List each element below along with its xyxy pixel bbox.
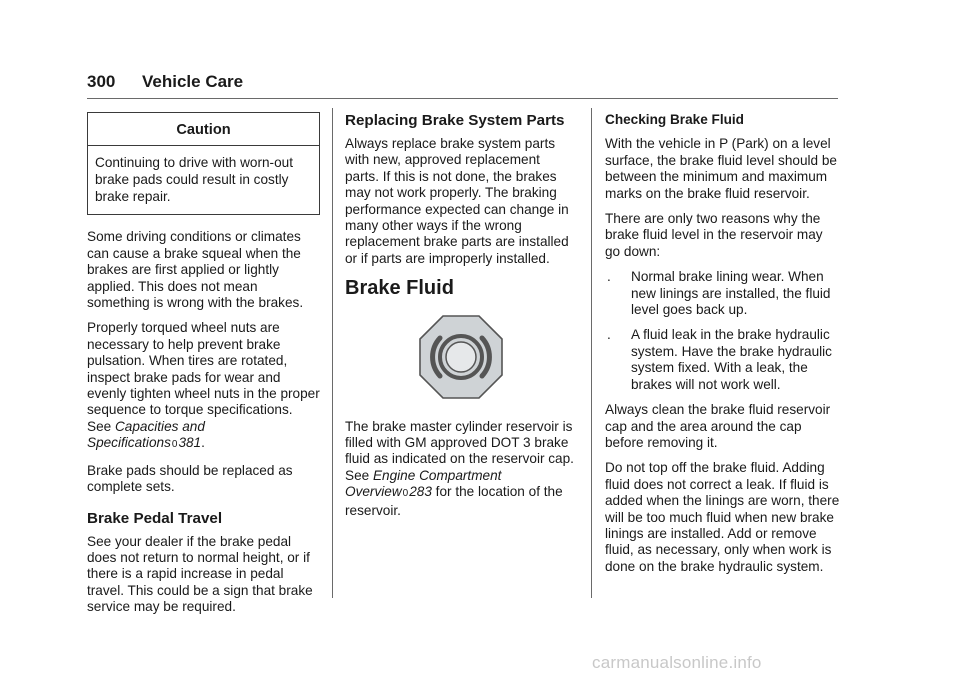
paragraph-clean-cap: Always clean the brake fluid reservoir cap and the area around the cap before removing it.	[605, 402, 831, 450]
caution-body: Continuing to drive with worn-out brake pads could result in costly brake repair.	[95, 155, 293, 205]
paragraph-pedal-travel: See your dealer if the brake pedal does not return to normal height, or if there is a rapid increase in pedal travel. This could be a sign that brake service may be required.	[87, 533, 313, 615]
column-divider-2	[591, 108, 592, 598]
brake-fluid-symbol	[345, 314, 577, 404]
bullet-text: A fluid leak in the brake hydraulic system. Have the brake hydraulic system fixed. With a leak, the brakes will not work well.	[631, 327, 832, 392]
header-rule	[87, 98, 838, 99]
brake-fluid-icon	[418, 314, 504, 400]
paragraph-two-reasons: There are only two reasons why the brake fluid level in the reservoir may go down:	[605, 211, 823, 259]
paragraph-master-cylinder	[345, 419, 577, 519]
column-2	[345, 112, 577, 528]
subheading-checking-fluid: Checking Brake Fluid	[605, 112, 744, 127]
paragraph-text: The brake master cylinder reservoir is filled with GM approved DOT 3 brake fluid as indicated on the reservoir cap. See	[345, 418, 574, 483]
paragraph-text: Properly torqued wheel nuts are necessary to help prevent brake pulsation. When tires are rotated, inspect brake pads for wear and evenly tighten wheel nuts in the proper sequence to torque specifications. See	[87, 320, 320, 434]
page-ref-number[interactable]: 283	[409, 484, 432, 500]
heading-brake-pedal-travel: Brake Pedal Travel	[87, 509, 223, 527]
paragraph-end: .	[201, 435, 205, 451]
heading-brake-fluid: Brake Fluid	[345, 277, 454, 300]
page-number: 300	[87, 72, 116, 91]
heading-replacing-parts: Replacing Brake System Parts	[345, 112, 565, 129]
column-1	[87, 112, 320, 625]
watermark-text: carmanualsonline.info	[592, 653, 762, 672]
paragraph-brake-squeal: Some driving conditions or climates can cause a brake squeal when the brakes are first applied or lightly applied. This does not mean something is wrong with the brakes.	[87, 229, 304, 311]
bullet-mark: .	[607, 269, 611, 285]
page-ref-arrow-icon: 0	[171, 439, 178, 451]
column-3	[605, 112, 841, 584]
bullet-mark: .	[607, 327, 611, 343]
caution-box	[87, 112, 320, 215]
page-ref-number[interactable]: 381	[178, 435, 202, 451]
paragraph-top-off: Do not top off the brake fluid. Adding fluid does not correct a leak. If fluid is added when the linings are worn, there will be too much fluid when new brake linings are installed. Add or remove fluid, as necessary, only when work is done on the brake hydraulic system.	[605, 460, 840, 574]
page-header	[87, 72, 837, 98]
caution-title: Caution	[88, 113, 319, 146]
paragraph-wheel-nuts	[87, 320, 320, 453]
paragraph-replacing-parts: Always replace brake system parts with new, approved replacement parts. If this is not done, the brakes may not work properly. The braking performance expected can change in many other ways if the wrong replacement brake parts are installed or if parts are improperly installed.	[345, 136, 569, 266]
bullet-text: Normal brake lining wear. When new linings are installed, the fluid level goes back up.	[631, 269, 831, 318]
paragraph-fluid-level: With the vehicle in P (Park) on a level surface, the brake fluid level should be between the minimum and maximum marks on the brake fluid reservoir.	[605, 136, 837, 201]
capacities-link[interactable]: Capacities and Specifications	[87, 418, 205, 451]
engine-compartment-link[interactable]: Engine Compartment Overview	[345, 467, 502, 500]
page-ref-arrow-icon: 0	[402, 488, 409, 500]
list-item	[605, 269, 841, 318]
list-item	[605, 327, 841, 393]
column-divider-1	[332, 108, 333, 598]
section-title: Vehicle Care	[142, 72, 244, 91]
paragraph-end: for the location of the reservoir.	[345, 484, 563, 518]
paragraph-replace-sets: Brake pads should be replaced as complete sets.	[87, 462, 293, 495]
